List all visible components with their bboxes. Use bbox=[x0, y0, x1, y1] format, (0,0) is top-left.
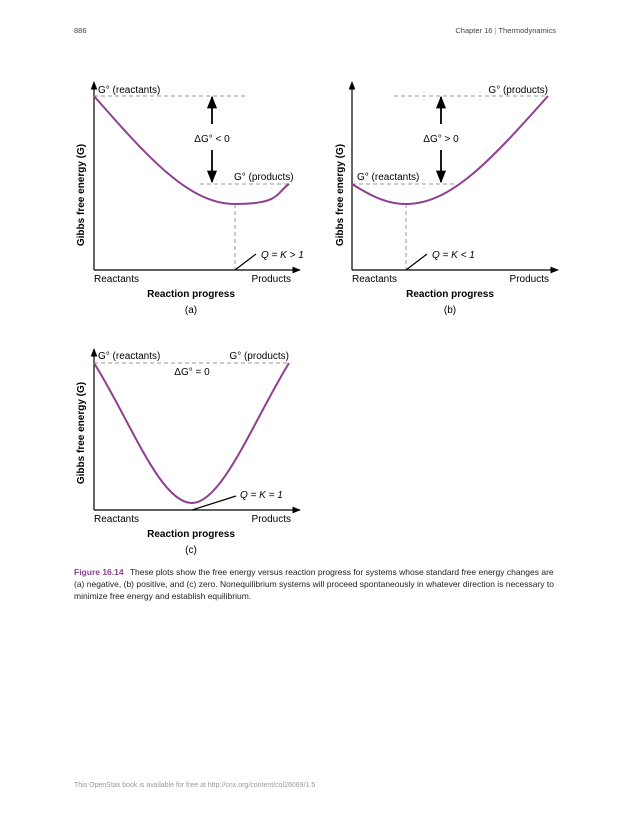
g-reactants-label: G° (reactants) bbox=[98, 351, 161, 362]
free-energy-curve bbox=[94, 96, 289, 204]
x-axis-title: Reaction progress bbox=[406, 289, 494, 300]
q-leader-line bbox=[192, 496, 236, 510]
g-products-label: G° (products) bbox=[488, 85, 548, 96]
panel-label: (a) bbox=[184, 305, 198, 316]
q-k-label: Q = K < 1 bbox=[432, 250, 475, 261]
section-label: Thermodynamics bbox=[498, 26, 556, 35]
delta-g-label: ΔG° > 0 bbox=[423, 134, 459, 145]
panel-b bbox=[335, 82, 558, 316]
page-footer: This OpenStax book is available for free at http://cnx.org/content/col26069/1.5 bbox=[74, 782, 316, 789]
q-k-label: Q = K > 1 bbox=[261, 250, 304, 261]
x-axis-title: Reaction progress bbox=[147, 529, 235, 540]
g-reactants-label: G° (reactants) bbox=[98, 85, 161, 96]
x-right-label: Products bbox=[251, 274, 291, 285]
y-axis-title: Gibbs free energy (G) bbox=[76, 143, 87, 247]
panel-a bbox=[76, 82, 304, 316]
q-k-label: Q = K = 1 bbox=[240, 490, 283, 501]
delta-g-label: ΔG° = 0 bbox=[174, 367, 210, 378]
chapter-label: Chapter 16 bbox=[455, 26, 493, 35]
y-axis-title: Gibbs free energy (G) bbox=[335, 143, 346, 247]
panel-c bbox=[76, 349, 300, 556]
g-reactants-label: G° (reactants) bbox=[357, 172, 420, 183]
q-leader-line bbox=[235, 254, 256, 270]
g-products-label: G° (products) bbox=[229, 351, 289, 362]
caption-text: These plots show the free energy versus reaction progress for systems whose standard free energy changes are (a) negative, (b) positive, and (c) zero. Nonequilibrium systems will proceed spontaneously in whatever direction is necessary to minimize free energy and establish equilibrium. bbox=[74, 567, 554, 601]
x-right-label: Products bbox=[251, 514, 291, 525]
free-energy-curve bbox=[94, 363, 289, 503]
header-separator: | bbox=[494, 26, 497, 35]
figure-number: Figure 16.14 bbox=[74, 567, 124, 577]
x-left-label: Reactants bbox=[94, 274, 140, 285]
x-right-label: Products bbox=[509, 274, 549, 285]
delta-g-label: ΔG° < 0 bbox=[194, 134, 230, 145]
x-left-label: Reactants bbox=[94, 514, 140, 525]
figure-caption bbox=[74, 566, 556, 602]
panel-label: (b) bbox=[443, 305, 457, 316]
panel-label: (c) bbox=[185, 545, 197, 556]
page-number: 886 bbox=[74, 26, 87, 35]
q-leader-line bbox=[406, 254, 427, 270]
y-axis-title: Gibbs free energy (G) bbox=[76, 381, 87, 485]
x-axis-title: Reaction progress bbox=[147, 289, 235, 300]
g-products-label: G° (products) bbox=[234, 172, 294, 183]
free-energy-curve bbox=[352, 96, 548, 204]
x-left-label: Reactants bbox=[352, 274, 398, 285]
